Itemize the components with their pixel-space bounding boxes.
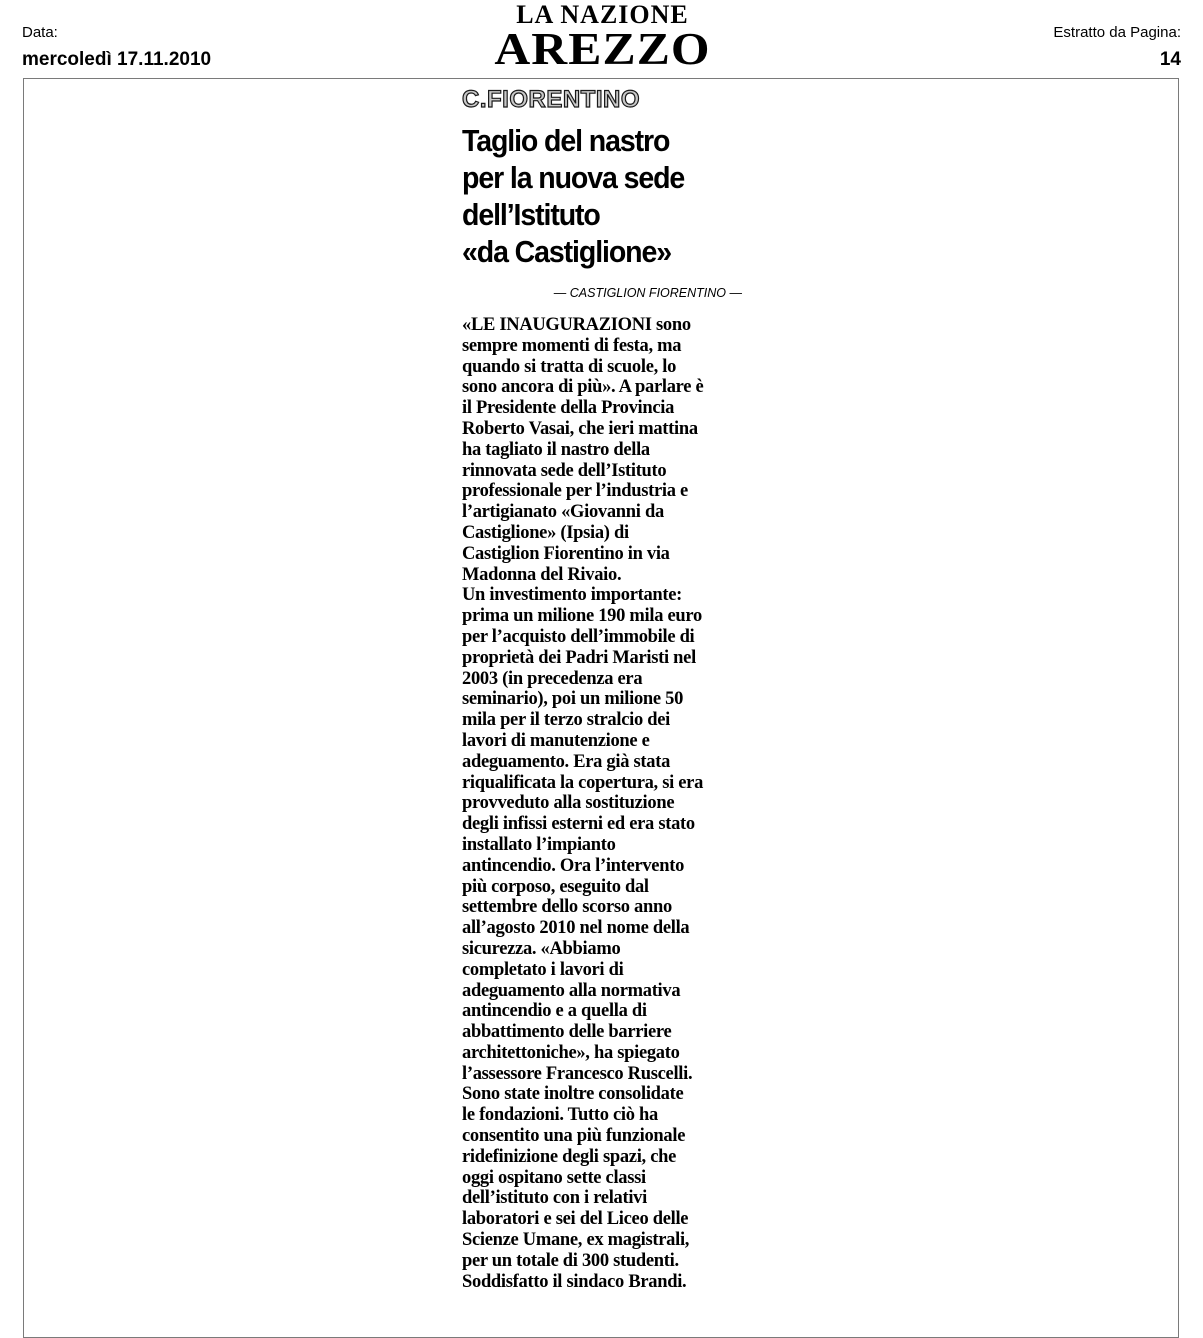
- article-body: [462, 315, 762, 1292]
- date-label: Data:: [22, 24, 58, 41]
- article-kicker: C.FIORENTINO: [462, 86, 640, 113]
- date-value: mercoledì 17.11.2010: [22, 49, 212, 70]
- date-block: [22, 24, 211, 71]
- page-label: Estratto da Pagina:: [1053, 24, 1181, 41]
- masthead: [470, 0, 735, 74]
- article: [462, 86, 752, 1292]
- article-lead: «LE INAUGURAZIONI: [462, 315, 652, 335]
- city-edition: AREZZO: [494, 23, 711, 74]
- article-headline: Taglio del nastro per la nuova sede dell’Istituto «da Castiglione»: [462, 123, 685, 269]
- article-body-text: sono sempre momenti di festa, ma quando si tratta di scuole, lo sono ancora di più». A parlare è il Presidente della Provincia Roberto Vasai, che ieri mattina ha tagliato il nastro della rinnovata sede dell’Istituto professionale per l’industria e l’artigianato «Giovanni da Castiglione» (Ipsia) di Castiglion Fiorentino in via Madonna del Rivaio. Un investimento importante: prima un milione 190 mila euro per l’acquisto dell’immobile di proprietà dei Padri Maristi nel 2003 (in precedenza era seminario), poi un milione 50 mila per il terzo stralcio dei lavori di manutenzione e adeguamento. Era già stata riqualificata la copertura, si era provveduto alla sostituzione degli infissi esterni ed era stato installato l’impianto antincendio. Ora l’intervento più corposo, eseguito dal settembre dello scorso anno all’agosto 2010 nel nome della sicurezza. «Abbiamo completato i lavori di adeguamento alla normativa antincendio e a quella di abbattimento delle barriere architettoniche», ha spiegato l’assessore Francesco Ruscelli. Sono state inoltre consolidate le fondazioni. Tutto ciò ha consentito una più funzionale ridefinizione degli spazi, che oggi ospitano sette classi dell’istituto con i relativi laboratori e sei del Liceo delle Scienze Umane, ex magistrali, per un totale di 300 studenti. Soddisfatto il sindaco Brandi.: [462, 315, 704, 1292]
- page-block: [1053, 24, 1181, 71]
- paper-name: LA NAZIONE: [516, 0, 689, 29]
- article-dateline: — CASTIGLION FIORENTINO —: [553, 286, 742, 300]
- page-number: 14: [1159, 49, 1181, 70]
